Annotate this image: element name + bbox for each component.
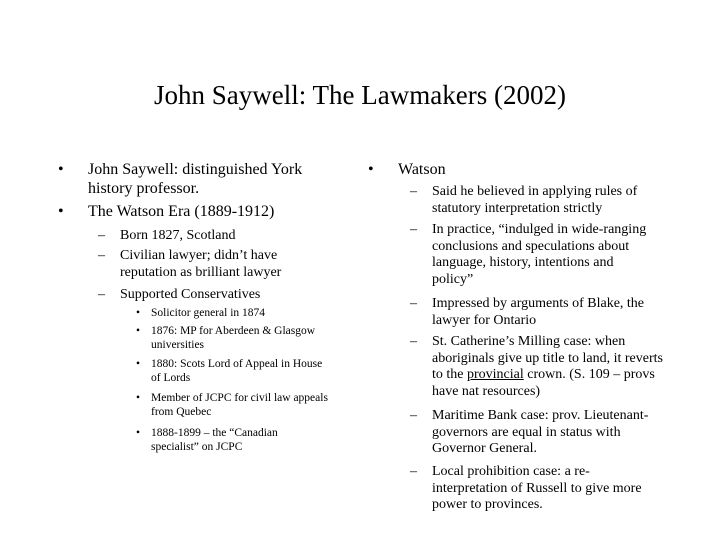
dash-marker: – — [410, 464, 417, 479]
dash-marker: – — [410, 408, 417, 423]
dash-marker: – — [410, 184, 417, 199]
subsub-item: Solicitor general in 1874 — [151, 307, 266, 319]
milling-underlined: provincial — [467, 367, 524, 383]
bullet-marker: • — [136, 358, 141, 370]
dash-marker: – — [410, 222, 417, 237]
sub-item: Supported Conservatives — [120, 287, 261, 302]
dash-marker: – — [98, 287, 105, 302]
bullet-marker: • — [136, 392, 141, 404]
milling-text: St. Catherine’s Milling case: when aboriginals give up title to land, it reverts to the — [432, 334, 663, 383]
bullet-marker: • — [136, 307, 141, 319]
sub-item: Born 1827, Scotland — [120, 228, 236, 243]
bullet-marker: • — [58, 203, 64, 220]
bullet-watson-era: The Watson Era (1889-1912) — [88, 203, 275, 220]
slide-title: John Saywell: The Lawmakers (2002) — [154, 80, 566, 110]
watson-item: In practice, “indulged in wide-ranging conclusions and speculations about language, history, intentions and policy” — [432, 222, 647, 287]
bullet-marker: • — [58, 161, 64, 178]
watson-item-milling — [432, 334, 667, 400]
subsub-item: 1876: MP for Aberdeen & Glasgow universities — [151, 325, 316, 352]
milling-text-end: crown. (S. 109 – provs have nat resources) — [432, 367, 655, 399]
watson-item: Said he believed in applying rules of statutory interpretation strictly — [432, 184, 638, 216]
subsub-item: 1880: Scots Lord of Appeal in House of Lords — [151, 358, 323, 385]
dash-marker: – — [98, 248, 105, 263]
dash-marker: – — [98, 228, 105, 243]
subsub-item: Member of JCPC for civil law appeals from Quebec — [151, 392, 328, 419]
dash-marker: – — [410, 296, 417, 311]
watson-item: Impressed by arguments of Blake, the lawyer for Ontario — [432, 296, 645, 328]
bullet-marker: • — [368, 161, 374, 178]
bullet-watson: Watson — [398, 161, 446, 178]
subsub-item: 1888-1899 – the “Canadian specialist” on JCPC — [151, 427, 278, 454]
bullet-saywell: John Saywell: distinguished York history professor. — [88, 161, 303, 197]
bullet-marker: • — [136, 427, 141, 439]
watson-item: Maritime Bank case: prov. Lieutenant-governors are equal in status with Governor General. — [432, 408, 649, 457]
dash-marker: – — [410, 334, 417, 349]
watson-item: Local prohibition case: a re-interpretation of Russell to give more power to provinces. — [432, 464, 642, 513]
sub-item: Civilian lawyer; didn’t have reputation as brilliant lawyer — [120, 248, 282, 280]
bullet-marker: • — [136, 325, 141, 337]
